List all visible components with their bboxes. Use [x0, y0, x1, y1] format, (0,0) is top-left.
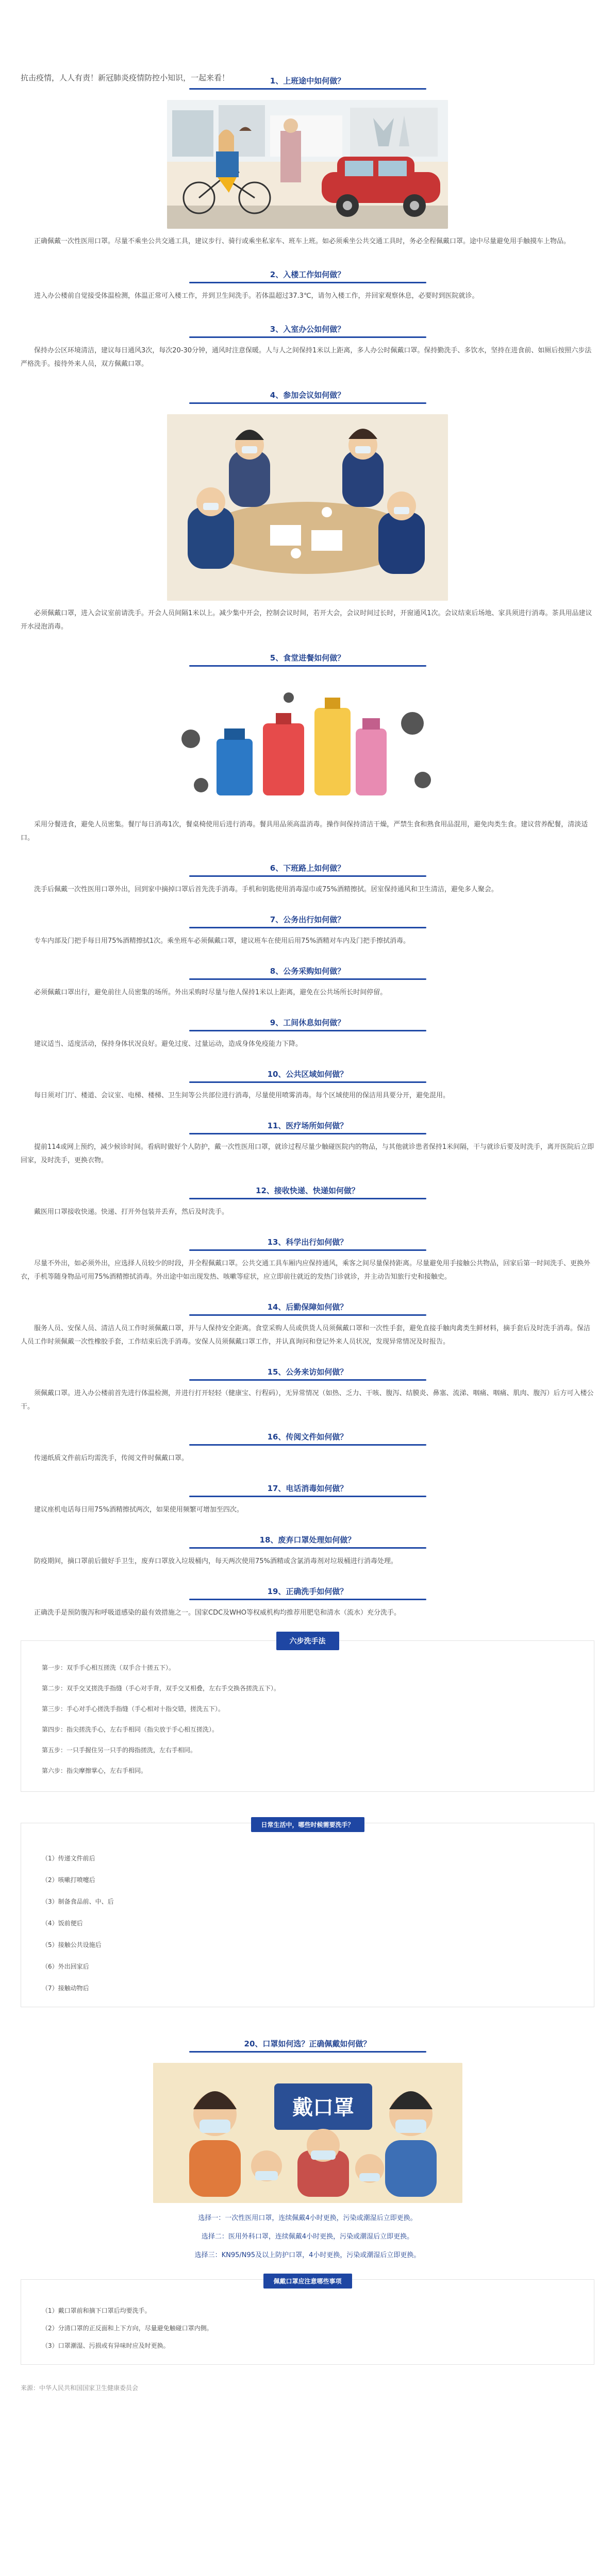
mask-choice: 选择三：KN95/N95及以上防护口罩，4小时更换，污染或潮湿后立即更换。 [194, 2251, 421, 2259]
section-8 [21, 965, 594, 999]
section-header [21, 1120, 594, 1134]
section-4 [21, 389, 594, 634]
meeting-scene-image [167, 414, 448, 601]
section-body: 传递纸质文件前后均需洗手，传阅文件时佩戴口罩。 [34, 1454, 189, 1462]
section-body: 正确佩戴一次性医用口罩。尽量不乘坐公共交通工具，建议步行、骑行或乘坐私家车、班车上班。如必须乘坐公共交通工具时，务必全程佩戴口罩。途中尽量避免用手触摸车上物品。 [34, 238, 571, 245]
section-14 [21, 1301, 594, 1349]
section-19 [21, 1586, 594, 1620]
section-title: 16、传阅文件如何做？ [267, 1432, 348, 1442]
section-body: 戴医用口罩接收快递。快递、打开外包装并丢弃，然后及时洗手。 [34, 1208, 229, 1216]
section-body: 保持办公区环境清洁，建议每日通风3次，每次20-30分钟，通风时注意保暖。人与人之间保持1米以上距离，多人办公时佩戴口罩。保持勤洗手、多饮水，坚持在进食前、如厕后按照六步法严格洗手。接待外来人员，双方佩戴口罩。 [21, 347, 592, 368]
section-divider [189, 1547, 426, 1549]
when-to-wash-item: （2）咳嗽打喷嚏后 [42, 1876, 95, 1884]
section-divider [189, 282, 426, 283]
mask-tip: （1）戴口罩前和摘下口罩后均要洗手。 [42, 2307, 151, 2314]
mask-illustration [153, 2063, 462, 2203]
when-to-wash-item: （1）传递文件前后 [42, 1855, 95, 1862]
section-divider [189, 1496, 426, 1497]
section-body: 进入办公楼前自觉接受体温检测，体温正常可入楼工作，并到卫生间洗手。若体温超过37.3℃，请勿入楼工作，并回家观察休息，必要时到医院就诊。 [34, 292, 479, 300]
section-divider [189, 88, 426, 90]
mask-choice: 选择一：一次性医用口罩，连续佩戴4小时更换，污染或潮湿后立即更换。 [198, 2214, 417, 2222]
section-title: 3、入室办公如何做？ [270, 325, 345, 334]
handwash-step: 第六步：指尖摩擦掌心，左右手相同。 [42, 1767, 147, 1774]
when-to-wash-item: （4）饭前便后 [42, 1920, 83, 1927]
when-to-wash-item: （3）制备食品前、中、后 [42, 1898, 114, 1905]
section-body: 每日须对门厅、楼道、会议室、电梯、楼梯、卫生间等公共部位进行消毒，尽量使用喷雾消毒。每个区域使用的保洁用具要分开，避免混用。 [34, 1092, 450, 1099]
section-title: 11、医疗场所如何做？ [267, 1121, 348, 1130]
section-body: 建议适当、适度活动，保持身体状况良好。避免过度、过量运动，造成身体免疫能力下降。 [34, 1040, 303, 1048]
section-header [21, 1534, 594, 1549]
section-5 [21, 652, 594, 845]
section-divider [189, 927, 426, 928]
section-header [21, 1301, 594, 1316]
section-body: 防疫期间，摘口罩前后做好手卫生，废弃口罩放入垃圾桶内，每天两次使用75%酒精或含氯消毒剂对垃圾桶进行消毒处理。 [34, 1557, 397, 1565]
section-divider [189, 978, 426, 980]
section-divider [189, 2051, 426, 2053]
section-header [21, 1236, 594, 1251]
section-title: 17、电话消毒如何做？ [267, 1484, 348, 1493]
section-header [21, 914, 594, 928]
mask-tip: （2）分清口罩的正反面和上下方向，尽量避免触碰口罩内侧。 [42, 2325, 213, 2332]
section-divider [189, 875, 426, 877]
section-title: 9、工间休息如何做？ [270, 1018, 345, 1027]
disinfectant-illustration [165, 677, 450, 812]
section-title: 8、公务采购如何做？ [270, 967, 345, 976]
section-body: 采用分餐进食，避免人员密集。餐厅每日消毒1次，餐桌椅使用后进行消毒。餐具用品须高温消毒。操作间保持清洁干燥，严禁生食和熟食用品混用，避免肉类生食。建议营养配餐，清淡适口。 [21, 821, 588, 842]
section-body: 须佩戴口罩。进入办公楼前首先进行体温检测，并进行打开轻轻（健康宝、行程码），无异常情况（如热、乏力、干咳、腹泻、结膜炎、鼻塞、流涕、咽痛、咽痛、肌肉、腹泻）后方可入楼公干。 [21, 1389, 594, 1411]
mask-choices [21, 2212, 594, 2262]
six-step-title: 六步洗手法 [276, 1632, 339, 1650]
section-body: 洗手后佩戴一次性医用口罩外出，回到家中摘掉口罩后首先洗手消毒。手机和钥匙使用消毒湿巾或75%酒精擦拭。居室保持通风和卫生清洁，避免多人聚会。 [34, 886, 498, 893]
section-title: 14、后勤保障如何做？ [267, 1302, 348, 1312]
when-to-wash-box [21, 1823, 594, 2007]
section-header [21, 269, 594, 283]
section-body: 必须佩戴口罩出行，避免前往人员密集的场所。外出采购时尽量与他人保持1米以上距离，避免在公共场所长时间停留。 [34, 989, 387, 996]
when-to-wash-item: （5）接触公共设施后 [42, 1941, 102, 1948]
section-header [21, 1431, 594, 1446]
section-title: 4、参加会议如何做？ [270, 391, 345, 400]
section-6 [21, 862, 594, 896]
section-18 [21, 1534, 594, 1568]
mask-sign-text: 戴口罩 [292, 2096, 354, 2120]
meeting-illustration [167, 414, 448, 601]
section-13 [21, 1236, 594, 1284]
when-to-wash-title: 日常生活中，哪些时候需要洗手？ [251, 1817, 364, 1832]
section-body: 专车内部及门把手每日用75%酒精擦拭1次。乘坐班车必须佩戴口罩，建议班车在使用后用75%酒精对车内及门把手擦拭消毒。 [34, 937, 410, 945]
section-12 [21, 1185, 594, 1219]
source-footer: 来源：中华人民共和国国家卫生健康委员会 [21, 2384, 139, 2392]
section-divider [189, 1133, 426, 1134]
section-title: 20、口罩如何选？正确佩戴如何做？ [244, 2039, 371, 2048]
six-step-handwash-box [21, 1637, 594, 1792]
section-divider [189, 1444, 426, 1446]
section-header [21, 652, 594, 667]
section-title: 15、公务来访如何做？ [267, 1367, 348, 1377]
section-title: 6、下班路上如何做？ [270, 863, 345, 873]
section-divider [189, 1249, 426, 1251]
section-2 [21, 269, 594, 303]
section-20 [21, 2038, 594, 2262]
mask-scene-image [153, 2063, 462, 2203]
section-1 [21, 75, 594, 248]
disinfectant-scene-image [165, 677, 450, 812]
section-divider [189, 1379, 426, 1381]
section-header [21, 1586, 594, 1600]
section-title: 1、上班途中如何做？ [270, 76, 345, 86]
section-header [21, 862, 594, 877]
section-title: 18、废弃口罩处理如何做？ [259, 1535, 356, 1545]
handwash-step: 第三步：手心对手心搓洗手指缝（手心相对十指交错，搓洗五下）。 [42, 1705, 225, 1713]
section-3 [21, 324, 594, 371]
section-11 [21, 1120, 594, 1167]
section-16 [21, 1431, 594, 1465]
section-divider [189, 402, 426, 404]
mask-tip: （3）口罩潮湿、污损或有异味时应及时更换。 [42, 2342, 170, 2349]
section-divider [189, 1198, 426, 1199]
handwash-step: 第二步：双手交叉搓洗手指缝（手心对手背，双手交叉相叠，左右手交换各搓洗五下）。 [42, 1685, 280, 1692]
section-15 [21, 1366, 594, 1414]
section-10 [21, 1069, 594, 1103]
section-body: 提前114或网上预约，减少候诊时间。看病时做好个人防护，戴一次性医用口罩，就诊过程尽量少触碰医院内的物品，与其他就诊患者保持1米间隔，干与就诊后要及时洗手，离开医院后立即回家，及时洗手，更换衣物。 [21, 1143, 594, 1164]
section-header [21, 389, 594, 404]
section-header [21, 1017, 594, 1031]
commute-illustration [167, 100, 448, 229]
mask-tips-title: 佩戴口罩应注意哪些事项 [263, 2274, 352, 2289]
section-title: 10、公共区域如何做？ [267, 1070, 348, 1079]
when-to-wash-item: （6）外出回家后 [42, 1963, 89, 1970]
section-body: 建议座机电话每日用75%酒精擦拭两次，如果使用频繁可增加至四次。 [34, 1506, 243, 1514]
section-title: 13、科学出行如何做？ [267, 1238, 348, 1247]
intro-text: 抗击疫情，人人有责！新冠肺炎疫情防控小知识，一起来看！ [21, 73, 230, 82]
section-7 [21, 914, 594, 948]
section-title: 5、食堂进餐如何做？ [270, 653, 345, 663]
commute-scene-image [167, 100, 448, 229]
section-17 [21, 1483, 594, 1517]
section-header [21, 2038, 594, 2053]
section-divider [189, 336, 426, 338]
section-divider [189, 1314, 426, 1316]
section-body: 必须佩戴口罩，进入会议室前请洗手。开会人员间隔1米以上。减少集中开会，控制会议时间，若开大会，会议时间过长时，开窗通风1次。会议结束后场地、家具须进行消毒。茶具用品建议开水浸泡消毒。 [21, 609, 592, 631]
when-to-wash-item: （7）接触动物后 [42, 1985, 89, 1992]
handwash-step: 第四步：指尖搓洗手心，左右手相同（指尖放于手心相互搓洗）。 [42, 1726, 219, 1733]
section-body: 服务人员、安保人员、清洁人员工作时须佩戴口罩，并与人保持安全距离。食堂采购人员或供货人员须佩戴口罩和一次性手套，避免直接手触肉禽类生鲜材料，摘手套后及时洗手消毒。保洁人员工作时须佩戴一次性橡胶手套，工作结束后洗手消毒。安保人员须佩戴口罩工作，并认真询问和登记外来人员状况，发现异常情况及时报告。 [21, 1325, 591, 1346]
mask-tips-box [21, 2279, 594, 2365]
section-title: 2、入楼工作如何做？ [270, 270, 345, 279]
section-body: 正确洗手是预防腹泻和呼吸道感染的最有效措施之一。国家CDC及WHO等权威机构均推荐用肥皂和清水（流水）充分洗手。 [34, 1609, 401, 1617]
handwash-step: 第一步：双手手心相互搓洗（双手合十搓五下）。 [42, 1664, 175, 1671]
section-header [21, 965, 594, 980]
section-divider [189, 1081, 426, 1083]
section-9 [21, 1017, 594, 1051]
section-divider [189, 1599, 426, 1600]
section-header [21, 324, 594, 338]
section-divider [189, 665, 426, 667]
section-header [21, 1366, 594, 1381]
section-title: 12、接收快递、快递如何做？ [256, 1186, 359, 1195]
section-divider [189, 1030, 426, 1031]
section-title: 7、公务出行如何做？ [270, 915, 345, 924]
section-body: 尽量不外出，如必须外出，应选择人员较少的时段，并全程佩戴口罩。公共交通工具车厢内应保持通风，乘客之间尽量保持距离。尽量避免用手接触公共物品，回家后第一时间洗手、更换外衣，手机等随身物品可用75%酒精擦拭消毒。外出途中如出现发热、咳嗽等症状，应立即前往就近的发热门诊就诊，并主动告知旅行史和接触史。 [21, 1260, 591, 1281]
section-header [21, 1069, 594, 1083]
section-header [21, 1483, 594, 1497]
mask-choice: 选择二：医用外科口罩，连续佩戴4小时更换，污染或潮湿后立即更换。 [201, 2233, 414, 2241]
section-header [21, 75, 594, 90]
handwash-step: 第五步：一只手握住另一只手的拇指搓洗，左右手相同。 [42, 1747, 197, 1754]
section-header [21, 1185, 594, 1199]
section-title: 19、正确洗手如何做？ [267, 1587, 348, 1596]
